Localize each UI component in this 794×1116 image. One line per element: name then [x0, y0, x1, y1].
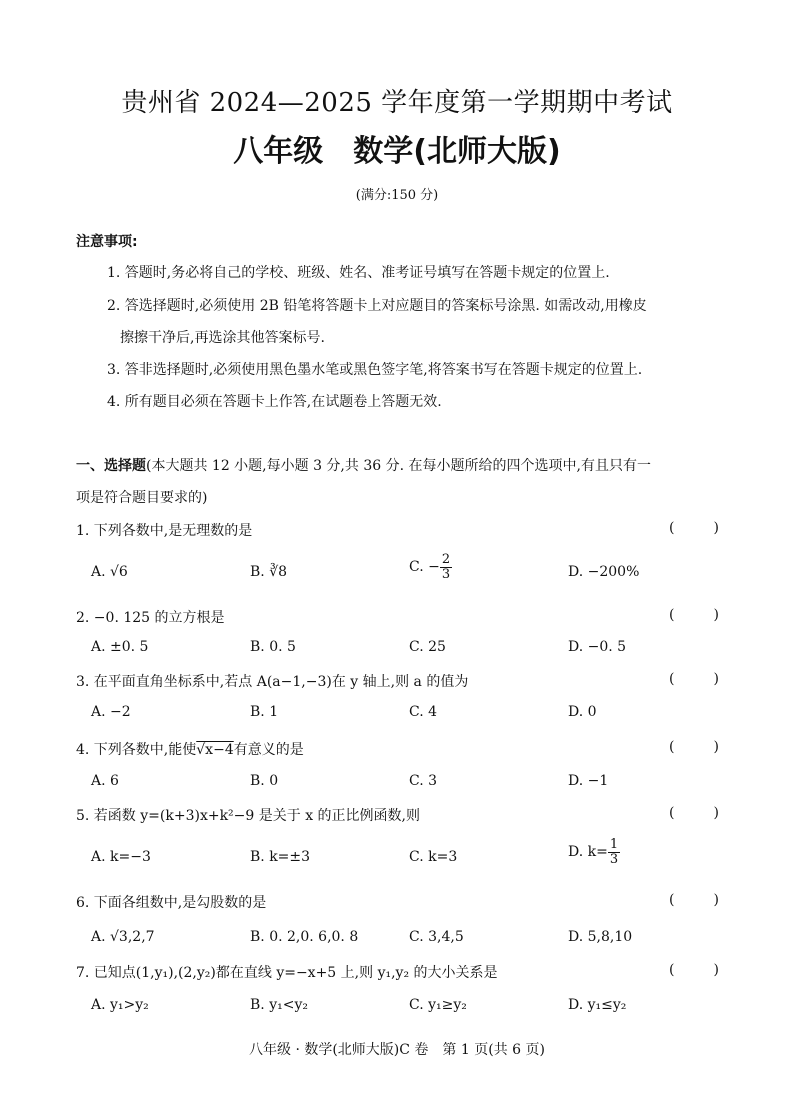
option-c: C. 3,4,5 [409, 929, 464, 945]
option-d: D. −1 [568, 773, 609, 789]
option-b: B. 0. 5 [250, 639, 296, 655]
option-c: C. y₁≥y₂ [409, 997, 467, 1013]
option-c: C. 25 [409, 639, 446, 655]
answer-paren: ( ) [669, 892, 719, 908]
question-3-stem: 3. 在平面直角坐标系中,若点 A(a−1,−3)在 y 轴上,则 a 的值为 [76, 674, 469, 690]
option-b: B. k=±3 [250, 849, 311, 865]
notice-item: 擦擦干净后,再选涂其他答案标号. [120, 330, 325, 346]
page-footer: 八年级 · 数学(北师大版)C 卷 第 1 页(共 6 页) [249, 1042, 545, 1058]
question-2-stem: 2. −0. 125 的立方根是 [76, 610, 225, 626]
option-d: D. −0. 5 [568, 639, 627, 655]
option-b: B. y₁<y₂ [250, 997, 308, 1013]
option-b: B. 1 [250, 704, 279, 720]
option-b: B. ∛8 [250, 564, 288, 580]
notice-item: 4. 所有题目必须在答题卡上作答,在试题卷上答题无效. [107, 394, 442, 410]
option-b: B. 0. 2,0. 6,0. 8 [250, 929, 359, 945]
full-score: (满分:150 分) [355, 188, 439, 203]
answer-paren: ( ) [669, 607, 719, 623]
question-7-stem: 7. 已知点(1,y₁),(2,y₂)都在直线 y=−x+5 上,则 y₁,y₂ 的大小关系是 [76, 965, 498, 981]
notice-item: 2. 答选择题时,必须使用 2B 铅笔将答题卡上对应题目的答案标号涂黑. 如需改动,用橡皮 [107, 298, 647, 314]
notice-heading: 注意事项: [76, 234, 138, 250]
section-label: 一、选择题 [76, 458, 146, 474]
option-c: C. 4 [409, 704, 438, 720]
option-d: D. 5,8,10 [568, 929, 633, 945]
option-d: D. −200% [568, 564, 640, 580]
section-header [76, 455, 726, 475]
exam-subtitle: 八年级 数学(北师大版) [233, 134, 561, 169]
option-a: A. √3,2,7 [91, 929, 155, 945]
option-a: A. ±0. 5 [91, 639, 149, 655]
option-c: C. 3 [409, 773, 438, 789]
section-desc-cont: 项是符合题目要求的) [76, 490, 208, 506]
option-a: A. y₁>y₂ [91, 997, 149, 1013]
option-b: B. 0 [250, 773, 279, 789]
option-a: A. √6 [91, 564, 128, 580]
section-desc: (本大题共 12 小题,每小题 3 分,共 36 分. 在每小题所给的四个选项中,有且只有一 [146, 458, 651, 474]
option-d: D. y₁≤y₂ [568, 997, 627, 1013]
notice-item: 3. 答非选择题时,必须使用黑色墨水笔或黑色签字笔,将答案书写在答题卡规定的位置上. [107, 362, 643, 378]
option-c: C. − $\frac{2}{3}$ [409, 552, 451, 582]
answer-paren: ( ) [669, 805, 719, 821]
option-d: D. 0 [568, 704, 597, 720]
answer-paren: ( ) [669, 671, 719, 687]
option-c: C. k=3 [409, 849, 458, 865]
question-6-stem: 6. 下面各组数中,是勾股数的是 [76, 895, 267, 911]
radical-expression: √x−4 [196, 742, 234, 758]
option-a: A. −2 [91, 704, 131, 720]
exam-title: 贵州省 2024—2025 学年度第一学期期中考试 [121, 88, 673, 118]
answer-paren: ( ) [669, 962, 719, 978]
option-a: A. k=−3 [91, 849, 151, 865]
question-1-stem: 1. 下列各数中,是无理数的是 [76, 523, 253, 539]
question-4-stem: 4. 下列各数中,能使√x−4有意义的是 [76, 742, 304, 758]
option-a: A. 6 [91, 773, 119, 789]
question-5-stem: 5. 若函数 y=(k+3)x+k²−9 是关于 x 的正比例函数,则 [76, 808, 420, 824]
answer-paren: ( ) [669, 520, 719, 536]
option-d: D. k= $\frac{1}{3}$ [568, 837, 619, 867]
answer-paren: ( ) [669, 739, 719, 755]
notice-item: 1. 答题时,务必将自己的学校、班级、姓名、准考证号填写在答题卡规定的位置上. [107, 265, 610, 281]
